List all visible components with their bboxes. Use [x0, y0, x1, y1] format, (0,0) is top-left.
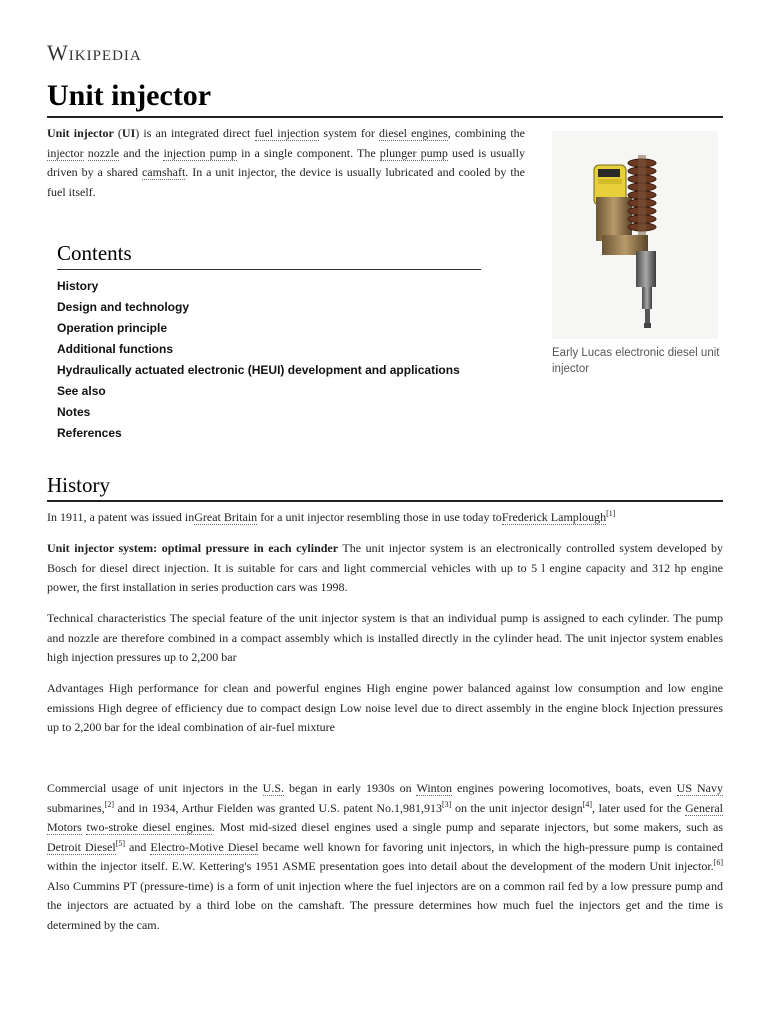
- link-plunger-pump[interactable]: plunger pump: [379, 145, 448, 160]
- lead-paragraph: [47, 124, 525, 202]
- toc-item-design-and-technology[interactable]: Design and technology: [57, 300, 190, 314]
- lead-text: and the: [119, 145, 164, 160]
- body-text: began in early 1930s on: [284, 781, 417, 795]
- link-injector[interactable]: injector: [47, 145, 84, 160]
- body-text: Commercial usage of unit injectors in the: [47, 781, 263, 795]
- toc-item-history[interactable]: History: [57, 279, 99, 293]
- infobox-caption: Early Lucas electronic diesel unit injector: [552, 347, 720, 375]
- body-text: and: [125, 839, 151, 854]
- link-winton[interactable]: Winton: [416, 781, 452, 795]
- lead-text: ) is an integrated direct: [135, 126, 255, 140]
- infobox: [552, 131, 722, 377]
- lead-text: system for: [319, 126, 379, 140]
- body-text: The unit injector system is an electronically controlled system developed by Bosch for diesel direct injection. It is suitable for cars and light commercial vehicles with up to 5 l engine capacity and 312 hp engine power, the first installation in series production cars was 1998.: [47, 541, 724, 594]
- history-paragraph-5: [47, 779, 723, 935]
- page-title: Unit injector: [47, 78, 723, 118]
- link-injection-pump[interactable]: injection pump: [163, 145, 237, 160]
- lead-term: Unit injector: [47, 126, 114, 140]
- toc-item-see-also[interactable]: See also: [57, 384, 106, 398]
- history-paragraph-1: [47, 508, 723, 528]
- body-text: In 1911, a patent was issued in: [47, 510, 195, 524]
- reference-4[interactable]: [4]: [582, 799, 593, 809]
- body-text: engines powering locomotives, boats, even: [452, 781, 677, 795]
- body-text: became well known for favoring unit injectors, in which the high-pressure pump is contained within the injector itself. E.W. Kettering's 1951 ASME presentation goes into detail about the development of the modern Unit injector.: [47, 839, 724, 873]
- link-nozzle[interactable]: nozzle: [87, 145, 120, 160]
- link-electro-motive-diesel[interactable]: Electro-Motive Diesel: [150, 839, 259, 854]
- lead-abbr: UI: [121, 126, 136, 140]
- toc-title: Contents: [57, 240, 481, 270]
- link-detroit-diesel[interactable]: Detroit Diesel: [47, 839, 116, 854]
- link-us[interactable]: U.S.: [262, 781, 285, 795]
- body-text: and in 1934, Arthur Fielden was granted U.S. patent No.1,981,913: [113, 800, 443, 815]
- reference-6[interactable]: [6]: [713, 858, 723, 867]
- toc-item-heui[interactable]: Hydraulically actuated electronic (HEUI) development and applications: [57, 363, 460, 377]
- body-text: for a unit injector resembling those in use today to: [257, 510, 502, 524]
- history-paragraph-2: [47, 539, 723, 598]
- reference-5[interactable]: [5]: [115, 838, 126, 848]
- body-text: Also Cummins PT (pressure-time) is a form of unit injection where the fuel injectors are on a common rail fed by a low pressure pump and the injectors are actuated by a third lobe on the camshaft. The pressure determines how much fuel the injectors get and the time is determined by the cam.: [47, 878, 723, 932]
- body-text: on the unit injector design: [451, 800, 583, 815]
- link-great-britain[interactable]: Great Britain: [194, 510, 258, 524]
- link-diesel-engines[interactable]: diesel engines: [378, 126, 448, 140]
- lead-text: used is usually driven by a shared: [47, 145, 525, 179]
- body-text: , later used for the: [592, 800, 686, 815]
- section-heading-history: History: [47, 472, 723, 502]
- link-us-navy[interactable]: US Navy: [676, 781, 724, 795]
- wikipedia-wordmark[interactable]: Wikipedia: [47, 40, 142, 65]
- reference-3[interactable]: [3]: [442, 799, 452, 809]
- fuel-injector-illustration: [552, 131, 718, 339]
- bold-lead-in: Unit injector system: optimal pressure in each cylinder: [47, 541, 339, 555]
- link-frederick-lamplough[interactable]: Frederick Lamplough: [501, 510, 607, 524]
- toc-item-references[interactable]: References: [57, 426, 122, 440]
- toc-item-notes[interactable]: Notes: [57, 405, 91, 419]
- reference-1[interactable]: [1]: [606, 509, 616, 518]
- table-of-contents: [57, 240, 481, 444]
- reference-2[interactable]: [2]: [104, 799, 114, 809]
- lead-text: in a single component. The: [236, 145, 380, 160]
- history-paragraph-3: Technical characteristics The special feature of the unit injector system is that an individual pump is assigned to each cylinder. The pump and nozzle are therefore combined in a compact assembly which is installed directly in the cylinder head. The unit injector system enables high injection pressures up to 2,200 bar: [47, 611, 723, 664]
- link-camshaft[interactable]: camshaft: [141, 165, 186, 179]
- toc-list: [57, 276, 481, 444]
- lead-text: , combining the: [447, 126, 526, 140]
- fuel-injector-photo[interactable]: [552, 131, 718, 339]
- body-text: . Most mid-sized diesel engines used a single pump and separate injectors, but some makers, such as: [212, 820, 723, 834]
- lead-text: (: [113, 126, 122, 140]
- toc-item-operation-principle[interactable]: Operation principle: [57, 321, 168, 335]
- lead-text: . In a unit injector, the device is usually lubricated and cooled by the fuel itself.: [47, 165, 525, 199]
- link-fuel-injection[interactable]: fuel injection: [254, 126, 320, 140]
- toc-item-additional-functions[interactable]: Additional functions: [57, 342, 173, 356]
- link-general-motors[interactable]: General Motors: [47, 800, 723, 834]
- body-text: submarines,: [47, 800, 105, 815]
- link-two-stroke-diesel-engines[interactable]: two-stroke diesel engines: [86, 820, 213, 834]
- history-paragraph-4: Advantages High performance for clean and powerful engines High engine power balanced against low consumption and low engine emissions High degree of efficiency due to compact design Low noise level due to direct assembly in the engine block Injection pressures up to 2,200 bar for the ideal combination of air-fuel mixture: [47, 681, 723, 734]
